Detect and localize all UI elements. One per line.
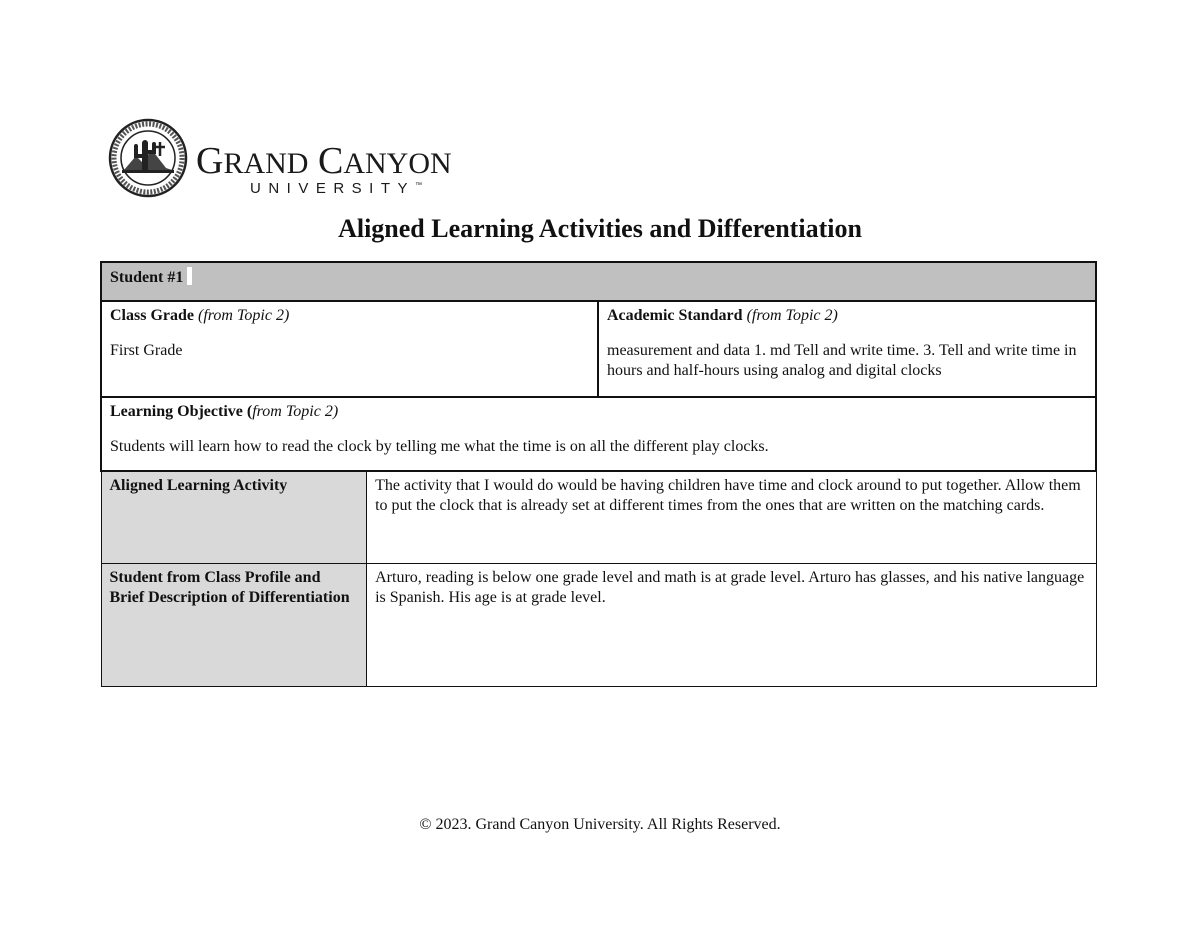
learning-objective-label: Learning Objective [110, 403, 243, 420]
university-seal-icon [108, 116, 188, 200]
academic-standard-source: (from Topic 2) [746, 307, 838, 324]
academic-standard-value: measurement and data 1. md Tell and write time. 3. Tell and write time in hours and half-hours using analog and digital clocks [607, 342, 1077, 379]
differentiation-row [101, 564, 1096, 687]
learning-objective-cell[interactable]: Learning Objective (from Topic 2) Students will learn how to read the clock by telling me what the time is on all the different play clocks. [101, 397, 1096, 471]
differentiation-label: Student from Class Profile and Brief Description of Differentiation [101, 564, 367, 687]
aligned-activity-row [101, 471, 1096, 564]
class-grade-cell[interactable] [101, 301, 598, 397]
student-cell[interactable] [101, 262, 1096, 301]
copyright-footer: © 2023. Grand Canyon University. All Rights Reserved. [419, 816, 781, 833]
differentiation-value[interactable]: Arturo, reading is below one grade level and math is at grade level. Arturo has glasses, and his native language is Spanish. His age is at grade level. [367, 564, 1096, 687]
aligned-activity-value[interactable]: The activity that I would do would be having children have time and clock around to put together. Allow them to put the clock that is already set at different times from the ones that are written on the matching cards. [367, 471, 1096, 564]
learning-objective-row [101, 397, 1096, 471]
logo-wordmark: GRAND CANYON [196, 140, 452, 182]
learning-objective-value: Students will learn how to read the clock by telling me what the time is on all the different play clocks. [110, 438, 769, 455]
student-label: Student #1 [110, 269, 184, 286]
gcu-logo [108, 116, 478, 202]
academic-standard-label: Academic Standard [607, 307, 743, 324]
grade-standard-row [101, 301, 1096, 397]
text-cursor [187, 267, 192, 285]
page-title: Aligned Learning Activities and Differentiation [338, 214, 862, 243]
learning-objective-source: from Topic 2) [252, 403, 339, 420]
class-grade-value: First Grade [110, 342, 183, 359]
academic-standard-cell[interactable] [598, 301, 1096, 397]
logo-subtitle: UNIVERSITY™ [250, 180, 423, 197]
student-row [101, 262, 1096, 301]
class-grade-source: (from Topic 2) [198, 307, 290, 324]
class-grade-label: Class Grade [110, 307, 194, 324]
aligned-activity-label: Aligned Learning Activity [101, 471, 367, 564]
learning-activities-table [100, 261, 1097, 687]
